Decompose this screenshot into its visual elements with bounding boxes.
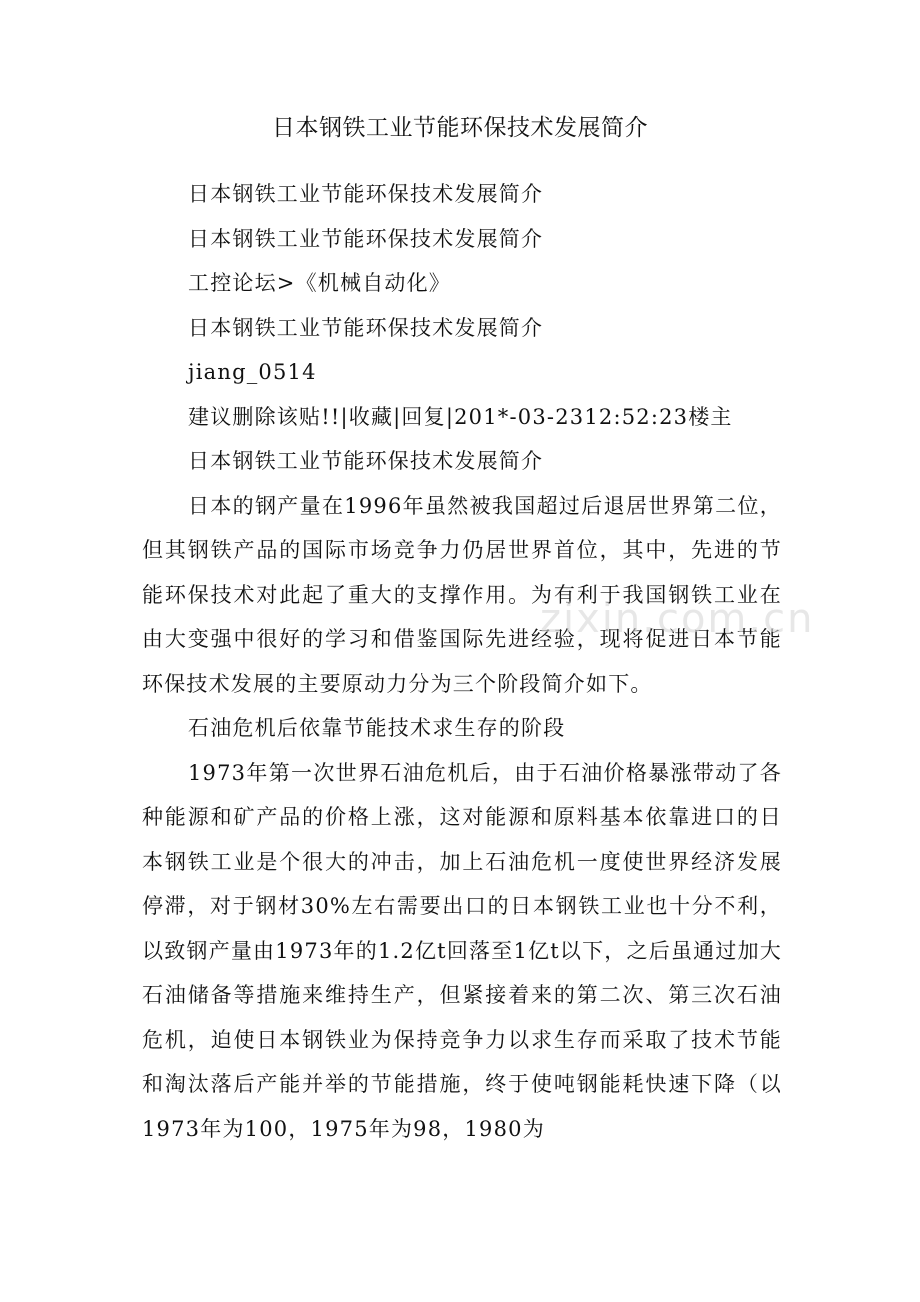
section-heading: 石油危机后依靠节能技术求生存的阶段: [188, 716, 566, 740]
body-paragraph: 1973年第一次世界石油危机后，由于石油价格暴涨带动了各种能源和矿产品的价格上涨，这对能源和原料基本依靠进口的日本钢铁工业是个很大的冲击，加上石油危机一度使世界经济发展停滞，对于钢材30%左右需要出口的日本钢铁工业也十分不利，以致钢产量由1973年的1.2亿t回落至1亿t以下，之后虽通过加大石油储备等措施来维持生产，但紧接着来的第二次、第三次石油危机，迫使日本钢铁业为保持竞争力以求生存而采取了技术节能和淘汰落后产能并举的节能措施，终于使吨钢能耗快速下降（以1973年为100，1975年为98，1980为: [142, 760, 782, 1141]
document-body: [142, 172, 782, 1151]
post-meta-line: 建议删除该贴!!|收藏|回复|201*-03-2312:52:23楼主: [188, 404, 733, 429]
body-paragraph: 日本的钢产量在1996年虽然被我国超过后退居世界第二位，但其钢铁产品的国际市场竞争力仍居世界首位，其中，先进的节能环保技术对此起了重大的支撑作用。为有利于我国钢铁工业在由大变强中很好的学习和借鉴国际先进经验，现将促进日本节能环保技术发展的主要原动力分为三个阶段简介如下。: [142, 493, 782, 696]
text-line: 日本钢铁工业节能环保技术发展简介: [188, 449, 544, 473]
text-line: 日本钢铁工业节能环保技术发展简介: [188, 182, 544, 206]
text-line: 日本钢铁工业节能环保技术发展简介: [188, 315, 544, 340]
watermark: zixin.com.cn: [540, 596, 815, 642]
forum-breadcrumb: 工控论坛>《机械自动化》: [188, 271, 451, 295]
document-title: 日本钢铁工业节能环保技术发展简介: [272, 115, 648, 141]
author-name: jiang_0514: [188, 360, 317, 384]
text-line: 日本钢铁工业节能环保技术发展简介: [188, 226, 544, 251]
